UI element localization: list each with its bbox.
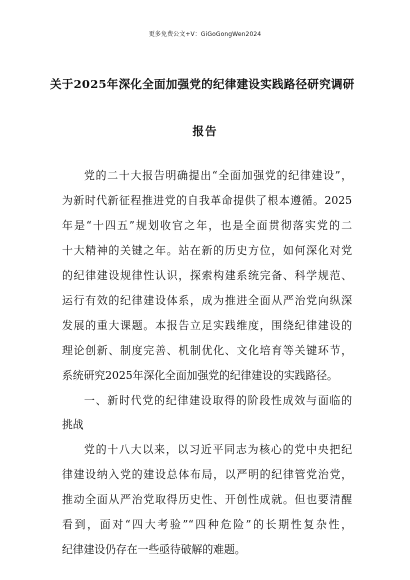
body-line: 看到，面对“四大考验”“四种危险”的长期性复杂性， bbox=[62, 518, 352, 531]
body-line: 的纪律建设规律性认识，探索构建系统完备、科学规范、 bbox=[62, 269, 352, 282]
document-title: 关于2025年深化全面加强党的纪律建设实践路径研究调研 bbox=[50, 77, 355, 91]
body-line: 党的二十大报告明确提出“全面加强党的纪律建设”， bbox=[84, 169, 352, 182]
header-note: 更多免费公文+V：GiGoGongWen2024 bbox=[148, 31, 262, 38]
body-line: 运行有效的纪律建设体系，成为推进全面从严治党向纵深 bbox=[62, 294, 352, 307]
body-line: 发展的重大课题。本报告立足实践维度，围绕纪律建设的 bbox=[62, 319, 352, 332]
body-line: 为新时代新征程推进党的自我革命提供了根本遵循。2025 bbox=[62, 194, 352, 207]
body-line: 系统研究2025年深化全面加强党的纪律建设的实践路径。 bbox=[62, 369, 338, 382]
body-line: 律建设纳入党的建设总体布局，以严明的纪律管党治党， bbox=[62, 468, 352, 481]
body-line: 理论创新、制度完善、机制优化、文化培育等关键环节， bbox=[62, 344, 352, 357]
body-line: 十大精神的关键之年。站在新的历史方位，如何深化对党 bbox=[62, 244, 352, 257]
body-line: 推动全面从严治党取得历史性、开创性成就。但也要清醒 bbox=[62, 493, 352, 506]
document-subtitle: 报告 bbox=[192, 124, 218, 138]
body-line: 纪律建设仍存在一些亟待破解的难题。 bbox=[62, 543, 246, 556]
section-heading-cont: 挑战 bbox=[62, 418, 84, 431]
body-line: 年是“十四五”规划收官之年，也是全面贯彻落实党的二 bbox=[62, 219, 352, 232]
section-heading: 一、新时代党的纪律建设取得的阶段性成效与面临的 bbox=[84, 394, 352, 407]
body-line: 党的十八大以来，以习近平同志为核心的党中央把纪 bbox=[84, 443, 352, 456]
